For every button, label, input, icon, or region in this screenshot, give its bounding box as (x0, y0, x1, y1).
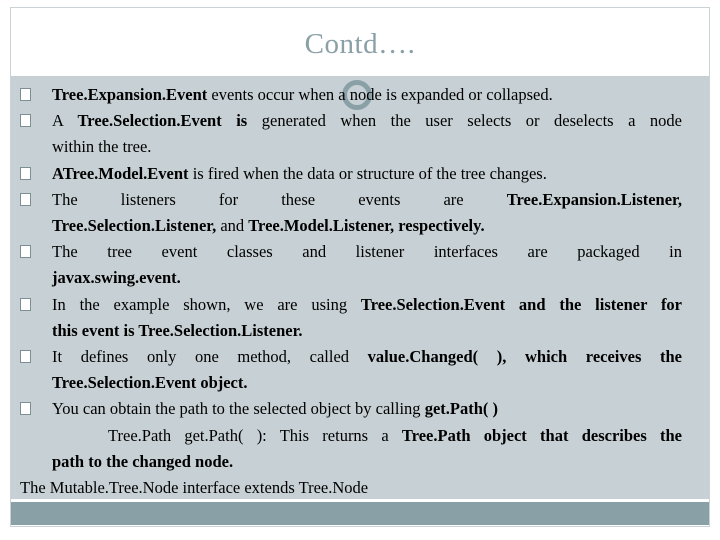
bullet-box-icon (20, 167, 31, 180)
bullet-list (20, 82, 682, 501)
bullet-box-icon (20, 245, 31, 258)
continuation-line (20, 265, 682, 291)
continuation-line (20, 370, 682, 396)
continuation-line (20, 318, 682, 344)
bullet-box-icon (20, 114, 31, 127)
title-area (11, 8, 709, 76)
indented-line (20, 423, 682, 449)
footer-bar (11, 502, 709, 525)
bold-term: Tree.Path object that describes the (401, 425, 683, 445)
text-segment: and (216, 216, 249, 236)
slide-title: Contd…. (304, 28, 416, 60)
bullet-item (20, 344, 682, 370)
bullet-item (20, 187, 682, 213)
text-segment: You can obtain the path to the selected object by calling (52, 399, 425, 419)
text-segment: In the example shown, we are using (52, 294, 361, 314)
bold-term: this event is Tree.Selection.Listener. (52, 320, 303, 340)
bold-term: Tree.Selection.Event is (77, 111, 248, 131)
text-segment: is fired when the data or structure of the tree changes. (188, 163, 547, 183)
text-segment: events occur when a node is expanded or collapsed. (207, 85, 553, 104)
bold-term: Tree.Selection.Listener, (52, 216, 217, 236)
bullet-item (20, 396, 682, 422)
text-segment: The listeners for these events are (52, 189, 507, 209)
bold-term: javax.swing.event. (52, 268, 181, 288)
text-segment: generated when the user selects or deselects a node (247, 111, 682, 131)
plain-line (20, 475, 682, 501)
bold-term: Tree.Expansion.Event (52, 85, 208, 104)
bold-term: path to the changed node. (52, 451, 234, 471)
text-segment: It defines only one method, called (52, 347, 368, 367)
bold-term: Tree.Model.Listener, respectively. (248, 216, 485, 236)
bold-term: ATree.Model.Event (52, 163, 189, 183)
text-segment: A (52, 111, 78, 131)
bullet-item (20, 108, 682, 134)
bold-term: get.Path( ) (424, 399, 498, 419)
continuation-line (20, 134, 682, 160)
bullet-item (20, 82, 682, 108)
bullet-box-icon (20, 193, 31, 206)
bold-term: Tree.Selection.Event and the listener for (360, 294, 683, 314)
bullet-box-icon (20, 298, 31, 311)
bullet-item (20, 239, 682, 265)
bullet-box-icon (20, 402, 31, 415)
bullet-item (20, 292, 682, 318)
continuation-line (20, 449, 682, 475)
text-segment: The tree event classes and listener interfaces are packaged in (52, 242, 682, 262)
text-segment: within the tree. (52, 137, 152, 157)
bullet-item (20, 161, 682, 187)
text-segment: Tree.Path get.Path( ): This returns a (108, 425, 402, 445)
bold-term: Tree.Selection.Event object. (52, 373, 248, 393)
continuation-line (20, 213, 682, 239)
text-segment: The Mutable.Tree.Node interface extends Tree.Node (20, 478, 369, 498)
bold-term: value.Changed( ), which receives the (367, 347, 683, 367)
bold-term: Tree.Expansion.Listener, (506, 189, 682, 209)
bullet-box-icon (20, 88, 31, 101)
bullet-box-icon (20, 350, 31, 363)
